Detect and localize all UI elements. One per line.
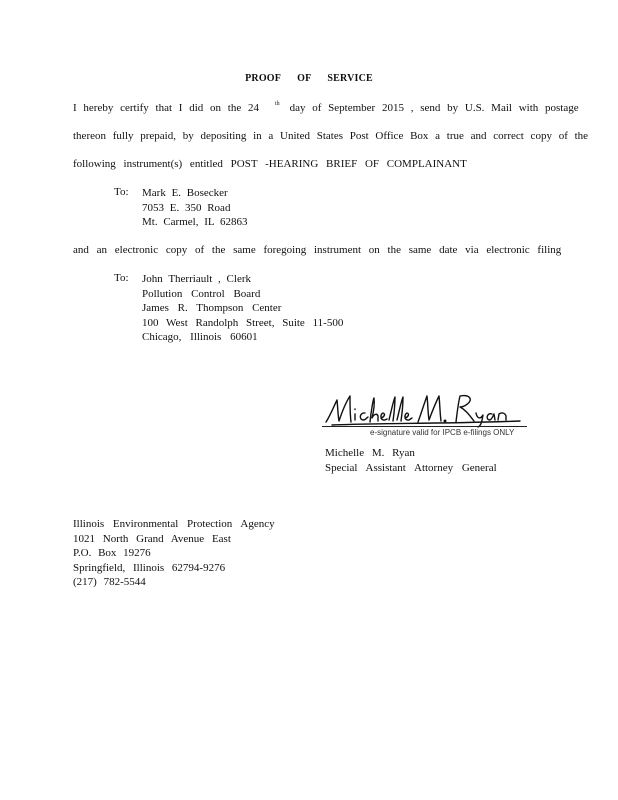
handwritten-signature-image	[320, 388, 530, 428]
electronic-filing-line: and an electronic copy of the same foregoing instrument on the same date via electronic filing	[73, 244, 562, 256]
recipient1-street: 7053 E. 350 Road	[142, 201, 231, 214]
signer-block	[325, 446, 497, 475]
signature-line	[322, 426, 527, 427]
agency-name: Illinois Environmental Protection Agency	[73, 518, 275, 530]
recipient2-street: 100 West Randolph Street, Suite 11-500	[142, 316, 344, 329]
title-word-of: OF	[297, 73, 312, 84]
agency-address-block	[73, 517, 275, 590]
agency-po-box: P.O. Box 19276	[73, 547, 151, 559]
title-word-proof: PROOF	[245, 73, 282, 84]
certify-line-2: thereon fully prepaid, by depositing in a United States Post Office Box a true and correct copy of the	[73, 130, 589, 142]
agency-city: Springfield, Illinois 62794-9276	[73, 561, 226, 574]
signer-title: Special Assistant Attorney General	[325, 461, 497, 474]
recipient1-address	[142, 186, 247, 230]
recipient2-org: Pollution Control Board	[142, 287, 261, 300]
title-word-service: SERVICE	[327, 73, 373, 84]
document-title	[0, 73, 618, 84]
certify-line-1-start: I hereby certify that I did on the 24	[73, 102, 259, 114]
certify-line-3: following instrument(s) entitled POST -HEARING BRIEF OF COMPLAINANT	[73, 158, 467, 170]
signature-block	[320, 388, 530, 440]
e-signature-note: e-signature valid for IPCB e-filings ONLY	[370, 428, 515, 437]
certify-line-1-end: day of September 2015 , send by U.S. Mail with postage	[289, 102, 579, 114]
recipient1-to-label: To:	[114, 186, 129, 198]
recipient2-city: Chicago, Illinois 60601	[142, 331, 258, 343]
date-ordinal-suffix: th	[274, 101, 280, 107]
agency-phone: (217) 782-5544	[73, 576, 146, 588]
recipient2-to-label: To:	[114, 272, 129, 284]
signer-name: Michelle M. Ryan	[325, 447, 415, 459]
recipient2-address	[142, 272, 343, 345]
recipient2-building: James R. Thompson Center	[142, 302, 282, 314]
recipient1-city: Mt. Carmel, IL 62863	[142, 216, 248, 228]
recipient2-name: John Therriault , Clerk	[142, 273, 251, 285]
recipient1-name: Mark E. Bosecker	[142, 187, 228, 199]
agency-street: 1021 North Grand Avenue East	[73, 532, 231, 545]
certify-line-1	[73, 101, 579, 114]
